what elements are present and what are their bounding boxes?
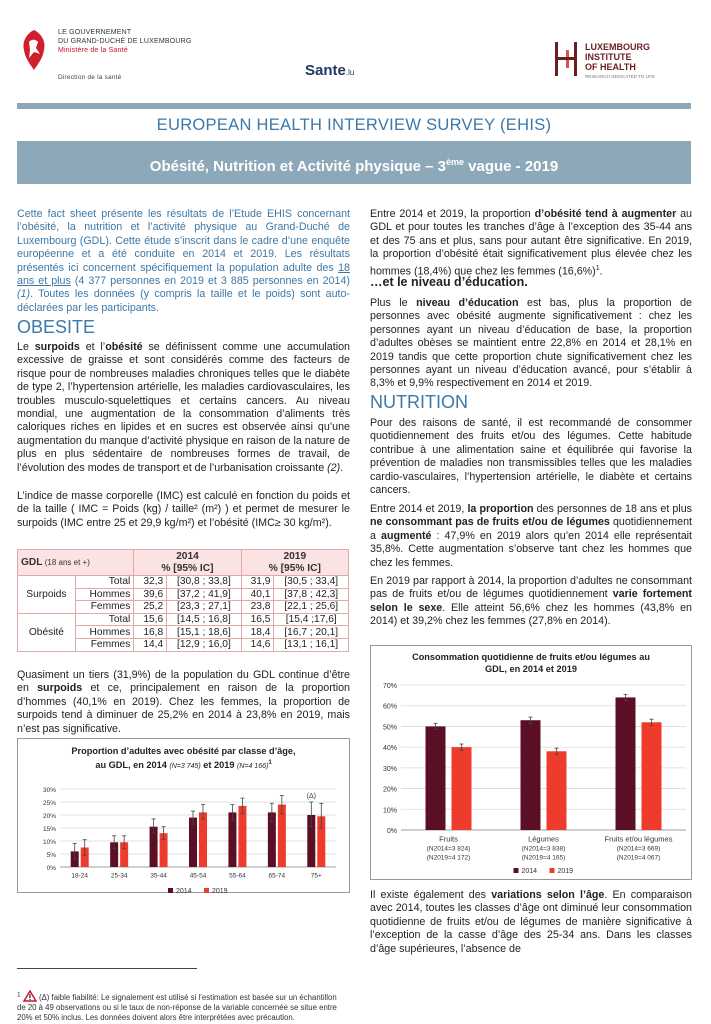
table-cell-v14: 15,6 — [134, 613, 167, 626]
table-cell-ci14: [15,1 ; 18,6] — [167, 626, 241, 639]
x-tick-label: 25-34 — [110, 872, 128, 880]
lih-line-1: LUXEMBOURG — [585, 42, 650, 52]
table-row — [18, 576, 349, 589]
bar-2019-Légumes — [547, 751, 567, 830]
nutrition-paragraph-3: En 2019 par rapport à 2014, la proportion d’adultes ne consommant pas de fruits et/ou de légumes quotidiennement varie fortement selon le sexe. Elle atteint 56,6% chez les hommes (43,8% en 2014) et 39,2% chez les femmes (27,8% en 2014). — [370, 575, 692, 628]
obesite-paragraph-3: Quasiment un tiers (31,9%) de la population du GDL continue d’être en surpoids et ce, principalement en raison de la proportion d’hommes (40,1% en 2019). Chez les femmes, la proportion de surpoids tend à diminuer de 25,2% en 2014 à 23,8% en 2019, mais n’est pas significative. — [17, 669, 350, 735]
table-cell-v19: 23,8 — [241, 601, 274, 614]
table-cell-label: Hommes — [75, 626, 133, 639]
obesite-paragraph-1: Le surpoids et l’obésité se définissent comme une accumulation excessive de graisse et sont considérés comme des facteurs de risque pour de nombreuses maladies chroniques telles que le diabète de type 2, l’hypertension artérielle, les maladies cardiovasculaires, les troubles musculo-squelettiques et certains cancers. Au niveau mondial, une augmentation de la consommation d’aliments très caloriques riches en lipides et en sucres est observée ainsi qu’une augmentation du manque d’activité physique en raison de la nature de plus en plus sédentaire de nombreuses formes de travail, de l’évolution des modes de transport et de l’urbanisation croissante (2). — [17, 341, 350, 474]
table-cell-v14: 14,4 — [134, 638, 167, 651]
table-cell-ci14: [37,2 ; 41,9] — [167, 588, 241, 601]
y-tick-label: 20% — [42, 813, 56, 821]
lih-line-2: INSTITUTE — [585, 52, 632, 62]
table-cell-v19: 16,5 — [241, 613, 274, 626]
obesity-age-chart — [17, 738, 350, 896]
nutrition-paragraph-2: Entre 2014 et 2019, la proportion des personnes de 18 ans et plus ne consommant pas de fruits et/ou de légumes quotidiennement a augmenté : 47,9% en 2019 alors qu’en 2014 elle représentait 35,8%. Cette augmentation s’observe tant chez les hommes que chez les femmes. — [370, 503, 693, 569]
legend-label-2019: 2019 — [557, 868, 574, 875]
legend-label-2014: 2014 — [176, 888, 192, 896]
reliability-annotation: (Δ) — [306, 793, 316, 801]
table-cell-label: Total — [75, 613, 133, 626]
education-subheading: …et le niveau d’éducation. — [370, 275, 528, 289]
lih-line-3: OF HEALTH — [585, 62, 636, 72]
x-tick-note: (N2019=4 172) — [426, 854, 471, 862]
table-cell-v14: 39,6 — [134, 588, 167, 601]
table-cell-ci19: [22,1 ; 25,6] — [274, 601, 349, 614]
y-tick-label: 0% — [46, 865, 56, 873]
lih-logo — [555, 42, 655, 82]
government-logo — [16, 28, 192, 82]
nutrition-paragraph-1: Pour des raisons de santé, il est recommandé de consommer quotidiennement des fruits et/ou des légumes. Cette habitude contribue à une alimentation saine et équilibrée qui favorise la prévention de maladies non transmissibles telles que les maladies cardio-vasculaires, l’hypertension artérielle, le diabète et certains cancers. — [370, 417, 692, 497]
y-tick-label: 5% — [46, 852, 56, 860]
chart1-title: Proportion d’adultes avec obésité par classe d’âge, au GDL, en 2014 (N=3 745) et 2019 (N=4 166)$^1$ — [71, 746, 296, 771]
table-group-label: Surpoids — [18, 576, 76, 614]
table-cell-v14: 32,3 — [134, 576, 167, 589]
legend-label-2014: 2014 — [521, 868, 538, 875]
table-cell-label: Hommes — [75, 588, 133, 601]
footnote-divider — [17, 968, 197, 969]
table-cell-v19: 14,6 — [241, 638, 274, 651]
x-tick-label: Fruits — [439, 834, 458, 844]
right-paragraph-1: Entre 2014 et 2019, la proportion d’obésité tend à augmenter au GDL et pour toutes les tranches d’âge à l’exception des 35-44 ans et des 75 ans et plus, sans pour autant être significative. En 2019, la proportion d’obésité était significativement plus élevée chez les hommes (18,4%) que chez les femmes $(16,6\%)^1$. — [370, 208, 692, 278]
direction-name: Direction de la santé — [58, 74, 122, 81]
bar-2019-45-54 — [199, 812, 207, 867]
table-cell-ci14: [14,5 ; 16,8] — [167, 613, 241, 626]
chart2-plot — [371, 675, 691, 875]
x-tick-label: 55-64 — [229, 872, 246, 880]
table-cell-v19: 40,1 — [241, 588, 274, 601]
lih-mark-icon — [555, 42, 577, 76]
x-tick-label: 65-74 — [268, 872, 286, 880]
y-tick-label: 0% — [386, 828, 397, 835]
education-paragraph: Plus le niveau d’éducation est bas, plus la proportion de personnes avec obésité augmente significativement : chez les personnes ayant un niveau d’éducation de base, la proportion d’adultes obèses se maintient entre 22,8% en 2014 et 28,1% en 2019 tandis que cette proportion chute significativement chez les personnes ayant un niveau d’éducation avancé, pour s’établir à 8,3% et 9,9% respectivement en 2014 et 2019. — [370, 297, 692, 390]
table-cell-v19: 31,9 — [241, 576, 274, 589]
bar-2014-Fruits et/ou légumes — [616, 697, 636, 830]
table-group-label: Obésité — [18, 613, 76, 651]
bar-2014-Fruits — [426, 726, 446, 830]
bar-2014-Légumes — [521, 720, 541, 830]
nutrition-paragraph-4: Il existe également des variations selon l’âge. En comparaison avec 2014, toutes les classes d’âge ont diminué leur consommation quotidienne de fruits et/ou de légumes de manière significative à l’exception de la casse d’âge des 25-34 ans. Dans les classes d’âge supérieures, l’absence de — [370, 889, 692, 955]
title-banner: Obésité, Nutrition et Activité physique – 3ème vague - 2019 — [17, 141, 691, 184]
legend-label-2019: 2019 — [212, 888, 228, 896]
table-cell-label: Total — [75, 576, 133, 589]
bar-2014-45-54 — [189, 818, 197, 867]
lih-tagline: RESEARCH DEDICATED TO LIFE — [585, 74, 656, 79]
table-cell-ci19: [13,1 ; 16,1] — [274, 638, 349, 651]
x-tick-label: 75+ — [310, 872, 322, 880]
bar-2019-Fruits — [452, 747, 472, 830]
table-cell-ci19: [37,8 ; 42,3] — [274, 588, 349, 601]
table-cell-ci14: [30,8 ; 33,8] — [167, 576, 241, 589]
table-corner: GDL (18 ans et +) — [18, 550, 134, 576]
table-cell-ci19: [30,5 ; 33,4] — [274, 576, 349, 589]
chart2-title: Consommation quotidienne de fruits et/ou légumes au GDL, en 2014 et 2019 — [412, 652, 650, 674]
table-cell-label: Femmes — [75, 601, 133, 614]
survey-title: EUROPEAN HEALTH INTERVIEW SURVEY (EHIS) — [156, 116, 552, 134]
legend-swatch-2014 — [168, 888, 173, 893]
x-tick-label: Légumes — [528, 834, 559, 844]
y-tick-label: 10% — [382, 807, 397, 815]
x-tick-note: (N2014=3 669) — [616, 845, 661, 853]
y-tick-label: 30% — [382, 765, 397, 773]
chart1-plot — [18, 773, 349, 898]
y-tick-label: 40% — [382, 745, 397, 753]
y-tick-label: 15% — [42, 826, 56, 834]
fruit-veg-chart — [370, 645, 692, 880]
x-tick-note: (N2014=3 824) — [426, 845, 471, 853]
y-tick-label: 50% — [382, 724, 397, 732]
bar-2019-55-64 — [238, 806, 246, 867]
obesite-heading: OBESITE — [17, 317, 96, 337]
y-tick-label: 60% — [382, 703, 397, 711]
table-header-2014: 2014 % [95% IC] — [134, 550, 241, 576]
table-cell-ci14: [12,9 ; 16,0] — [167, 638, 241, 651]
table-cell-ci19: [15,4 ;17,6] — [274, 613, 349, 626]
sante-logo: Sante.lu — [305, 62, 355, 79]
warning-icon — [23, 990, 37, 1002]
bar-2019-Fruits et/ou légumes — [642, 722, 662, 830]
x-tick-note: (N2019=4 067) — [616, 854, 661, 862]
y-tick-label: 30% — [42, 787, 56, 795]
y-tick-label: 20% — [382, 786, 397, 794]
nutrition-heading: NUTRITION — [370, 392, 468, 412]
header-divider — [17, 103, 691, 109]
table-row — [18, 613, 349, 626]
table-cell-v14: 25,2 — [134, 601, 167, 614]
x-tick-note: (N2014=3 838) — [521, 845, 566, 853]
bmi-table — [17, 549, 349, 652]
gov-line-1: LE GOUVERNEMENT — [58, 29, 132, 36]
y-tick-label: 70% — [382, 683, 397, 690]
x-tick-label: Fruits et/ou légumes — [604, 834, 673, 844]
lion-crest-icon — [16, 28, 52, 72]
legend-swatch-2014 — [514, 868, 519, 873]
table-cell-label: Femmes — [75, 638, 133, 651]
legend-swatch-2019 — [550, 868, 555, 873]
obesite-paragraph-2: L’indice de masse corporelle (IMC) est calculé en fonction du poids et de la taille ( IMC = Poids (kg) / taille² (m²) ) et permet de mesurer le surpoids (IMC entre 25 et 29,9 kg/m²) et l’obésité (IMC≥ 30 kg/m²). — [17, 490, 350, 529]
table-header-2019: 2019 % [95% IC] — [241, 550, 348, 576]
ministry-name: Ministère de la Santé — [58, 47, 128, 54]
table-cell-ci14: [23,3 ; 27,1] — [167, 601, 241, 614]
y-tick-label: 25% — [42, 800, 56, 808]
x-tick-label: 45-54 — [189, 872, 207, 880]
legend-swatch-2019 — [204, 888, 209, 893]
table-cell-ci19: [16,7 ; 20,1] — [274, 626, 349, 639]
x-tick-label: 18-24 — [71, 872, 89, 880]
footnote: $^1$ (Δ) faible fiabilité: Le signalement est utilisé si l’estimation est basée sur un échantillon de 20 à 49 observations ou si le taux de non-réponse de la variable concernée se situe entre 20% et 50% inclus. Les données doivent alors être interprétées avec précaution. — [17, 991, 337, 1022]
y-tick-label: 10% — [42, 839, 56, 847]
x-tick-label: 35-44 — [150, 872, 167, 880]
intro-paragraph: Cette fact sheet présente les résultats de l’Etude EHIS concernant l’obésité, la nutrition et l’activité physique au Grand-Duché de Luxembourg (GDL). Cette étude s’inscrit dans le cadre d’une enquête européenne et a été conduite en 2014 et 2019. Les résultats présentés ici concernent spécifiquement la population adulte des 18 ans et plus (4 377 personnes en 2019 et 3 885 personnes en 2014) (1). Toutes les données (y compris la taille et le poids) sont auto-déclarées par les participants. — [17, 208, 350, 314]
x-tick-note: (N2019=4 165) — [521, 854, 566, 862]
gov-line-2: DU GRAND-DUCHÉ DE LUXEMBOURG — [58, 38, 192, 45]
table-cell-v14: 16,8 — [134, 626, 167, 639]
table-cell-v19: 18,4 — [241, 626, 274, 639]
